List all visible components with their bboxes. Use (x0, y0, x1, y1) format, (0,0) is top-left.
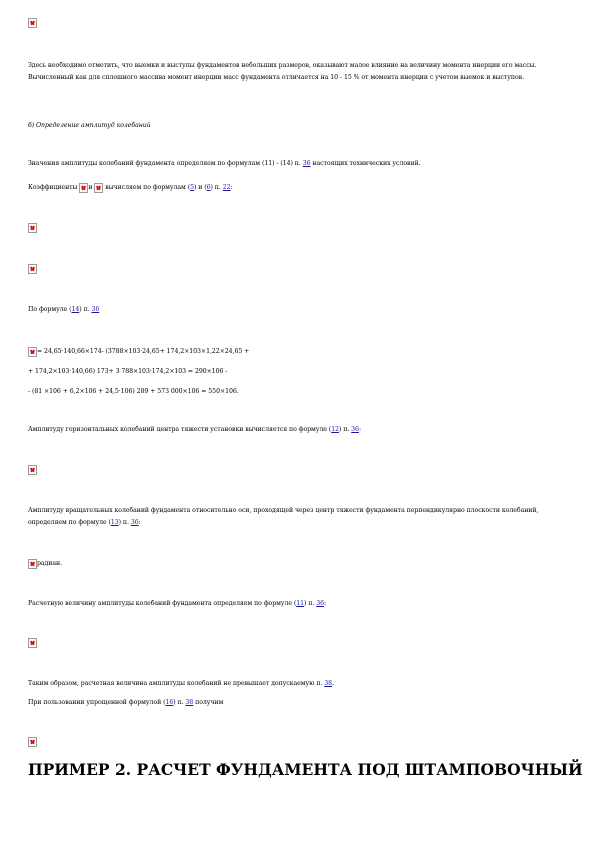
text: настоящих технических условий. (310, 160, 421, 167)
text: Амплитуду горизонтальных колебаний центра тяжести установки вычисляется по формуле ( (28, 426, 332, 433)
link-13[interactable]: 13 (110, 519, 119, 526)
text: : (230, 184, 233, 191)
link-5[interactable]: 5 (190, 184, 194, 191)
broken-image-icon (79, 183, 88, 193)
simplified-paragraph (28, 697, 568, 709)
text: ) п. (79, 306, 92, 313)
horizontal-amplitude-paragraph (28, 424, 568, 436)
broken-image-icon (28, 264, 37, 274)
link-6[interactable]: 6 (206, 184, 211, 191)
text: ) п. (118, 519, 131, 526)
text: Коэффициенты (28, 184, 80, 191)
rotational-amplitude-paragraph (28, 505, 568, 529)
by-formula-paragraph (28, 304, 568, 316)
link-16[interactable]: 16 (165, 699, 174, 706)
intro-paragraph: Здесь необходимо отметить, что выемки и выступы фундаментов небольших размеров, оказывают малое влияние на величину момента инерции его массы. Вычисленный как для сплошного массива момент инерции масс фундамента отличается на 10 - 15 % от момента инерции с учетом выемок и выступов. (28, 62, 537, 81)
broken-image-icon (28, 559, 37, 569)
conclusion-paragraph (28, 678, 568, 690)
text: радиан. (37, 560, 63, 567)
design-amplitude-paragraph (28, 598, 568, 610)
example-heading: ПРИМЕР 2. РАСЧЕТ ФУНДАМЕНТА ПОД ШТАМПОВОЧНЫЙ (28, 760, 583, 779)
text: . (332, 680, 334, 687)
broken-image-icon (28, 223, 37, 233)
text: = 24,65·140,66×174- (3788×103·24,65+ 174,2×103×1,22×24,65 + (37, 348, 250, 355)
link-36[interactable]: 36 (302, 160, 311, 167)
radian-line (28, 558, 568, 570)
values-paragraph (28, 158, 568, 170)
broken-image-icon (28, 737, 37, 747)
link-11[interactable]: 11 (296, 600, 305, 607)
text: ) п. (173, 699, 186, 706)
text: ) п. (304, 600, 317, 607)
link-36[interactable]: 36 (130, 519, 139, 526)
link-12[interactable]: 12 (331, 426, 339, 433)
text: вычисляем по формулам ( (105, 184, 191, 191)
link-36[interactable]: 36 (91, 306, 100, 313)
link-22[interactable]: 22 (222, 184, 231, 191)
text: При пользовании упрощенной формулой ( (28, 699, 166, 706)
link-36[interactable]: 36 (316, 600, 325, 607)
text: ) п. (210, 184, 223, 191)
text: Расчетную величину амплитуды колебаний фундамента определяем по формуле ( (28, 600, 297, 607)
formula-line-2: + 174,2×103·140,66) 173+ 3 788×103·174,2×103 = 290×106 - (28, 368, 228, 375)
broken-image-icon (28, 638, 37, 648)
link-38[interactable]: 38 (324, 680, 333, 687)
coefficients-paragraph (28, 182, 568, 194)
text: Таким образом, расчетная величина амплитуды колебаний не превышает допускаемую п. (28, 680, 325, 687)
text: и (88, 184, 95, 191)
text: Амплитуду вращательных колебаний фундамента относительно оси, проходящей через центр тяжести фундамента перпендикулярно плоскости колебаний, определяем по формуле ( (28, 507, 539, 526)
section-title: б) Определение амплитуд колебаний (28, 122, 151, 129)
text: Значения амплитуды колебаний фундамента определяем по формулам (11) - (14) п. (28, 160, 303, 167)
link-14[interactable]: 14 (71, 306, 80, 313)
broken-image-icon (94, 183, 103, 193)
broken-image-icon (28, 18, 37, 28)
text: : (358, 426, 361, 433)
text: По формуле ( (28, 306, 72, 313)
broken-image-icon (28, 465, 37, 475)
text: : (138, 519, 141, 526)
text: ) п. (338, 426, 352, 433)
text: ) и ( (193, 184, 207, 191)
text: : (324, 600, 327, 607)
formula-line-3: - (81 ×106 + 6,2×106 + 24,5·106) 289 + 573 000×106 = 550×106. (28, 388, 239, 395)
link-38[interactable]: 38 (185, 699, 194, 706)
text: получим (193, 699, 224, 706)
link-36[interactable]: 36 (351, 426, 359, 433)
broken-image-icon (28, 347, 37, 357)
formula-line-1 (28, 346, 568, 358)
